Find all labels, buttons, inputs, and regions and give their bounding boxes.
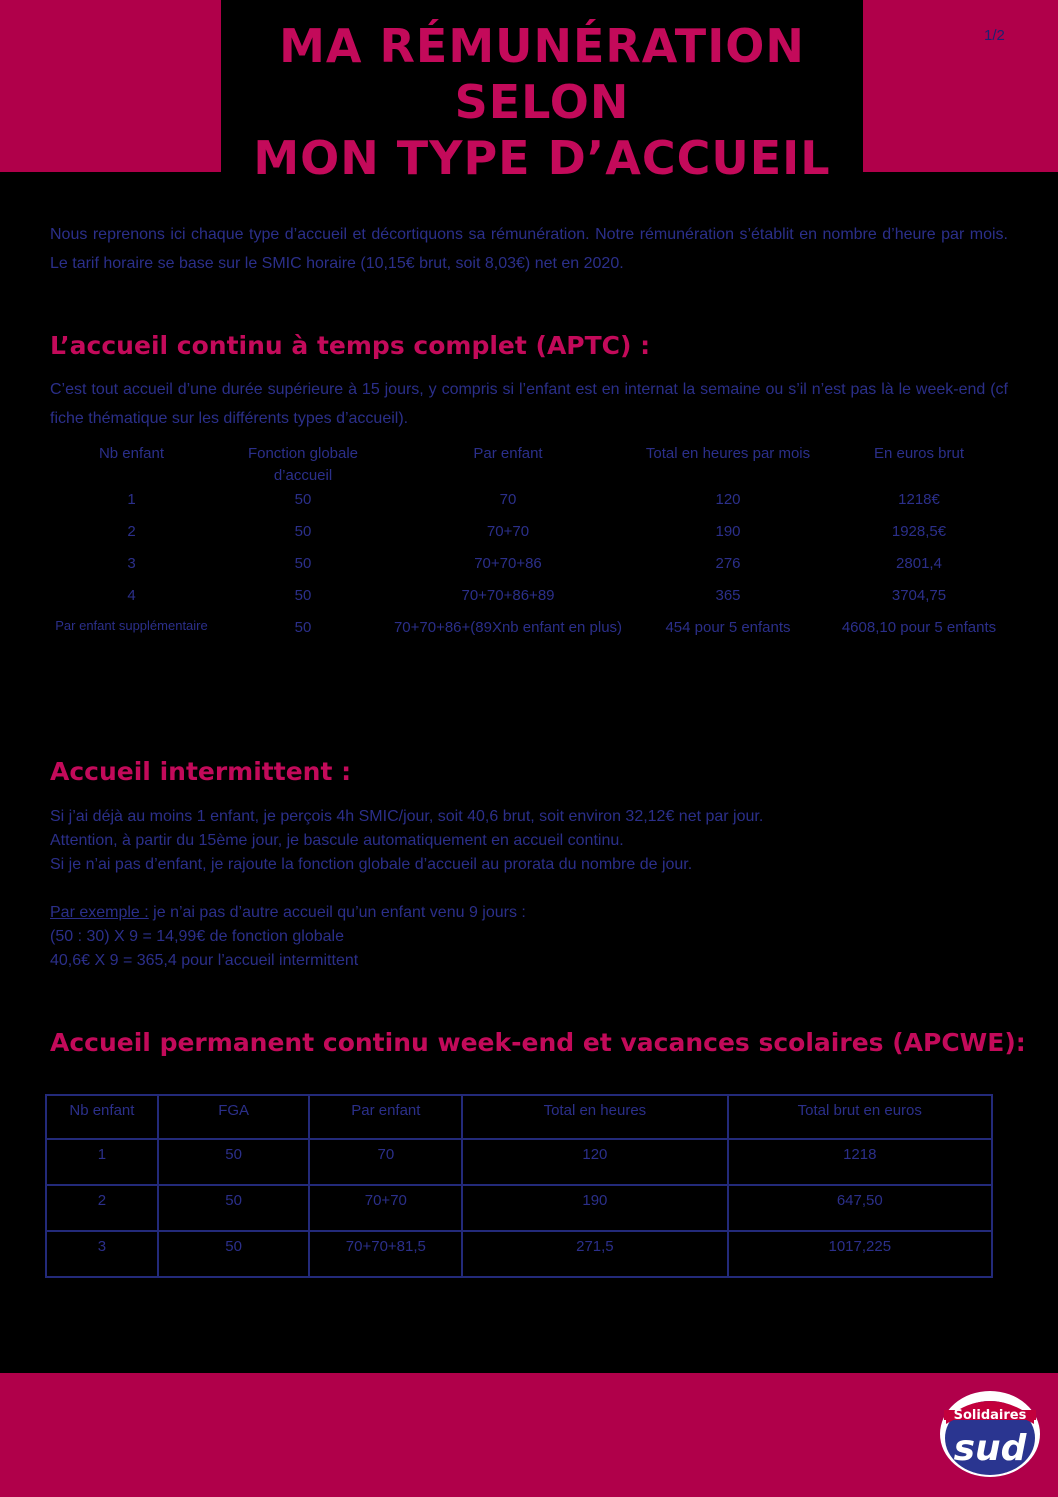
aptc-description: C’est tout accueil d’une durée supérieure à 15 jours, y compris si l’enfant est en internat la semaine ou s’il n’est pas là le week-end (cf fiche thématique sur les différents types d’accueil). bbox=[50, 381, 1008, 427]
table-cell: 3 bbox=[127, 555, 136, 572]
table-cell: 365 bbox=[715, 587, 741, 604]
text-line: Si j’ai déjà au moins 1 enfant, je perçois 4h SMIC/jour, soit 40,6 brut, soit environ 32,12€ net par jour. bbox=[50, 808, 764, 825]
table-cell: 70+70+86 bbox=[474, 555, 542, 572]
intro-paragraph: Nous reprenons ici chaque type d’accueil et décortiquons sa rémunération. Notre rémunération s’établit en nombre d’heure par mois. Le tarif horaire se base sur le SMIC horaire (10,15€ brut, soit 8,03€) net en 2020. bbox=[50, 226, 1008, 272]
header-band-right bbox=[863, 0, 1058, 172]
table-cell: 271,5 bbox=[462, 1231, 727, 1277]
table-row bbox=[46, 1231, 992, 1277]
table-cell: 454 pour 5 enfants bbox=[665, 619, 791, 636]
spacer bbox=[50, 877, 1008, 901]
example-text: je n’ai pas d’autre accueil qu’un enfant venu 9 jours : bbox=[148, 904, 526, 921]
table-row bbox=[46, 1139, 992, 1185]
table-cell: 70+70+86+89 bbox=[461, 587, 555, 604]
table-cell: 70+70 bbox=[486, 523, 530, 540]
table-row bbox=[40, 521, 1030, 553]
footer-band bbox=[0, 1373, 1058, 1497]
page-title-line-1: MA RÉMUNÉRATION SELON bbox=[279, 19, 805, 129]
table-cell: 70 bbox=[309, 1139, 462, 1185]
text-line: Attention, à partir du 15ème jour, je bascule automatiquement en accueil continu. bbox=[50, 832, 624, 849]
table-cell: 120 bbox=[462, 1139, 727, 1185]
page-title bbox=[221, 18, 863, 186]
text-line: 40,6€ X 9 = 365,4 pour l’accueil intermittent bbox=[50, 952, 359, 969]
table-header-cell: Fonction globale d’accueil bbox=[247, 445, 359, 484]
example-label: Par exemple : bbox=[50, 904, 149, 921]
table-cell: 2801,4 bbox=[896, 555, 942, 572]
table-cell: 1017,225 bbox=[728, 1231, 992, 1277]
table-cell: 276 bbox=[715, 555, 741, 572]
text-line: Si je n’ai pas d’enfant, je rajoute la fonction globale d’accueil au prorata du nombre de jour. bbox=[50, 856, 693, 873]
table-cell: Par enfant supplémentaire bbox=[55, 618, 208, 633]
table-cell: 70+70+81,5 bbox=[309, 1231, 462, 1277]
table-cell: 190 bbox=[462, 1185, 727, 1231]
table-cell: 70+70 bbox=[309, 1185, 462, 1231]
table-header-cell: Par enfant bbox=[309, 1095, 462, 1139]
table-cell: 1928,5€ bbox=[891, 523, 947, 540]
table-header-cell: En euros brut bbox=[873, 445, 965, 462]
table-row bbox=[40, 617, 1030, 649]
table-header-cell: Nb enfant bbox=[46, 1095, 158, 1139]
table-cell: 647,50 bbox=[728, 1185, 992, 1231]
section-heading-aptc: L’accueil continu à temps complet (APTC) : bbox=[50, 331, 651, 360]
table-header-cell: Total brut en euros bbox=[728, 1095, 992, 1139]
table-header-cell: Par enfant bbox=[473, 445, 543, 462]
table-cell: 50 bbox=[294, 587, 312, 604]
table-cell: 120 bbox=[715, 491, 741, 508]
table-header-row bbox=[40, 443, 1030, 484]
page-number: 1/2 bbox=[984, 27, 1005, 44]
logo-top-text: Solidaires bbox=[953, 1408, 1027, 1423]
table-cell: 1218 bbox=[728, 1139, 992, 1185]
table-cell: 2 bbox=[127, 523, 136, 540]
table-header-row bbox=[46, 1095, 992, 1139]
table-cell: 70 bbox=[499, 491, 517, 508]
table-header-cell: FGA bbox=[158, 1095, 310, 1139]
example-line bbox=[50, 901, 1008, 925]
table-header-cell: Nb enfant bbox=[98, 445, 165, 462]
table-header-cell: Total en heures par mois bbox=[645, 445, 811, 462]
table-cell: 1 bbox=[46, 1139, 158, 1185]
table-header-cell: Total en heures bbox=[462, 1095, 727, 1139]
table-cell: 4 bbox=[127, 587, 136, 604]
apcwe-table bbox=[45, 1094, 993, 1278]
solidaires-sud-logo bbox=[936, 1388, 1044, 1478]
table-cell: 3 bbox=[46, 1231, 158, 1277]
section-heading-apcwe: Accueil permanent continu week-end et vacances scolaires (APCWE): bbox=[50, 1028, 1026, 1057]
intermittent-text bbox=[50, 805, 1008, 973]
table-cell: 50 bbox=[158, 1185, 310, 1231]
table-cell: 4608,10 pour 5 enfants bbox=[841, 619, 997, 636]
table-cell: 50 bbox=[158, 1139, 310, 1185]
header-band-left bbox=[0, 0, 221, 172]
table-cell: 50 bbox=[294, 619, 312, 636]
table-cell: 50 bbox=[294, 523, 312, 540]
logo-main-text: sud bbox=[953, 1428, 1027, 1469]
table-cell: 1218€ bbox=[898, 491, 940, 508]
table-cell: 50 bbox=[294, 491, 312, 508]
table-row bbox=[40, 489, 1030, 521]
table-cell: 190 bbox=[715, 523, 741, 540]
table-cell: 70+70+86+(89Xnb enfant en plus) bbox=[393, 619, 623, 636]
table-row bbox=[40, 585, 1030, 617]
page-title-line-2: MON TYPE D’ACCUEIL bbox=[253, 131, 831, 185]
table-cell: 2 bbox=[46, 1185, 158, 1231]
table-cell: 1 bbox=[127, 491, 136, 508]
table-cell: 3704,75 bbox=[891, 587, 947, 604]
table-row bbox=[40, 553, 1030, 585]
table-cell: 50 bbox=[158, 1231, 310, 1277]
table-row bbox=[46, 1185, 992, 1231]
text-line: (50 : 30) X 9 = 14,99€ de fonction globale bbox=[50, 928, 344, 945]
section-heading-intermittent: Accueil intermittent : bbox=[50, 757, 352, 786]
table-cell: 50 bbox=[294, 555, 312, 572]
